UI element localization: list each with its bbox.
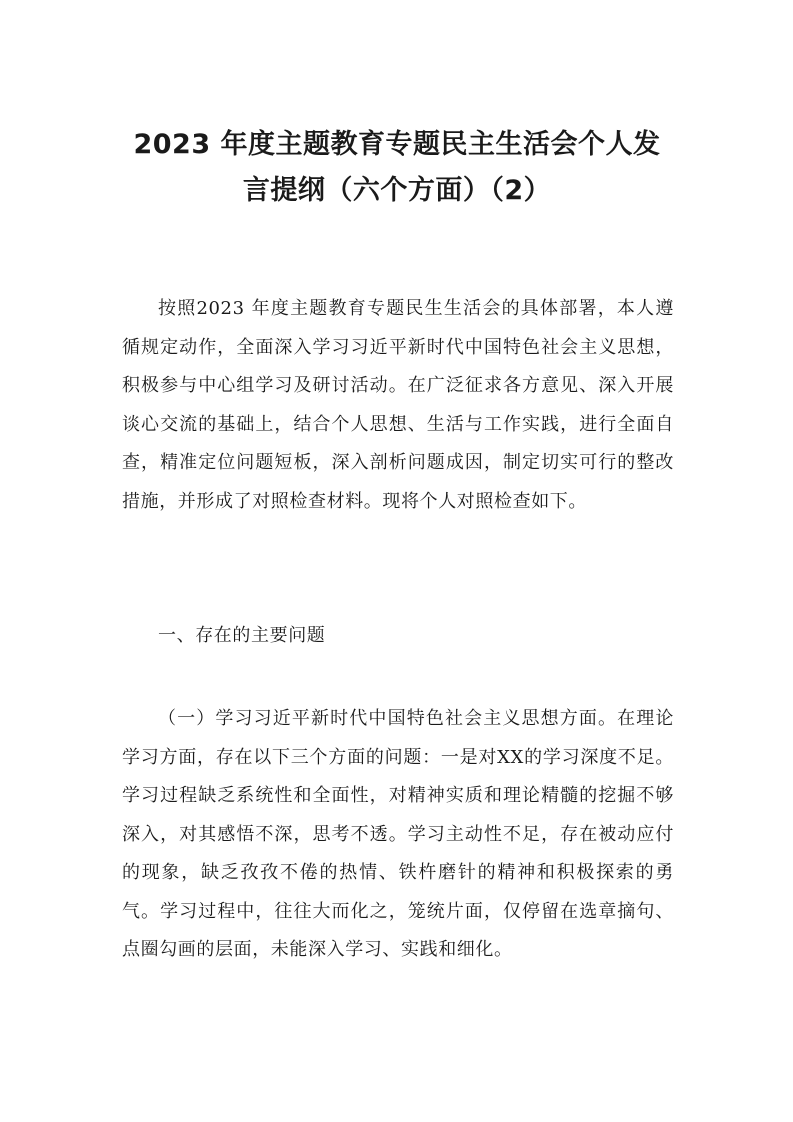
document-title: [110, 122, 684, 214]
intro-paragraph: 按照2023 年度主题教育专题民生生活会的具体部署，本人遵循规定动作，全面深入学习习近平新时代中国特色社会主义思想，积极参与中心组学习及研讨活动。在广泛征求各方意见、深入开展谈心交流的基础上，结合个人思想、生活与工作实践，进行全面自查，精准定位问题短板，深入剖析问题成因，制定切实可行的整改措施，并形成了对照检查材料。现将个人对照检查如下。: [122, 298, 674, 512]
title-line-2: 言提纲（六个方面）（2）: [242, 175, 552, 206]
subsection-paragraph: （一）学习习近平新时代中国特色社会主义思想方面。在理论学习方面，存在以下三个方面的问题：一是对XX的学习深度不足。学习过程缺乏系统性和全面性，对精神实质和理论精髓的挖掘不够深入，对其感悟不深，思考不透。学习主动性不足，存在被动应付的现象，缺乏孜孜不倦的热情、铁杵磨针的精神和积极探索的勇气。学习过程中，往往大而化之，笼统片面，仅停留在选章摘句、点圈勾画的层面，未能深入学习、实践和细化。: [122, 708, 674, 960]
section-heading: 一、存在的主要问题: [158, 625, 326, 646]
title-line-1: 2023 年度主题教育专题民主生活会个人发: [133, 129, 661, 160]
